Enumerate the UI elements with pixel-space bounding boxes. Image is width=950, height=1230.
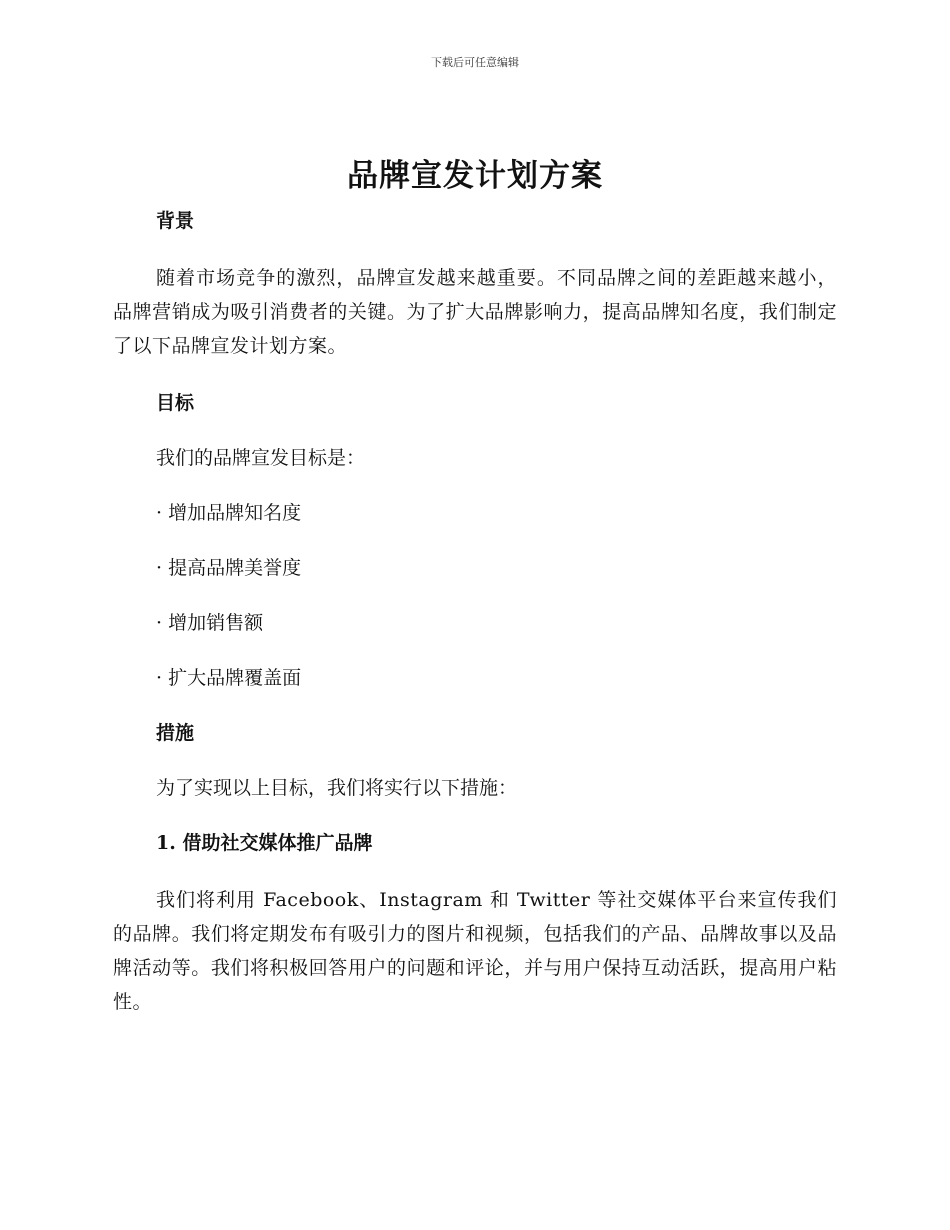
section-heading-measures: 措施 — [156, 722, 195, 744]
background-paragraph: 随着市场竞争的激烈，品牌宣发越来越重要。不同品牌之间的差距越来越小，品牌营销成为吸引消费者的关键。为了扩大品牌影响力，提高品牌知名度，我们制定了以下品牌宣发计划方案。 — [113, 267, 837, 357]
goals-intro: 我们的品牌宣发目标是： — [156, 447, 366, 469]
goal-item: · 扩大品牌覆盖面 — [156, 667, 302, 689]
document-body — [113, 206, 837, 1044]
measures-intro: 为了实现以上目标，我们将实行以下措施： — [156, 777, 518, 799]
header-note: 下载后可任意编辑 — [431, 56, 519, 69]
section-heading-goals: 目标 — [156, 392, 195, 414]
subsection-heading-social-media: 1. 借助社交媒体推广品牌 — [156, 832, 373, 854]
document-title: 品牌宣发计划方案 — [347, 158, 603, 194]
goal-item: · 增加销售额 — [156, 612, 264, 634]
goal-item: · 增加品牌知名度 — [156, 502, 302, 524]
social-media-paragraph: 我们将利用 Facebook、Instagram 和 Twitter 等社交媒体平台来宣传我们的品牌。我们将定期发布有吸引力的图片和视频，包括我们的产品、品牌故事以及品牌活动等。我们将积极回答用户的问题和评论，并与用户保持互动活跃，提高用户粘性。 — [113, 889, 837, 1013]
goal-item: · 提高品牌美誉度 — [156, 557, 302, 579]
section-heading-background: 背景 — [156, 210, 195, 232]
